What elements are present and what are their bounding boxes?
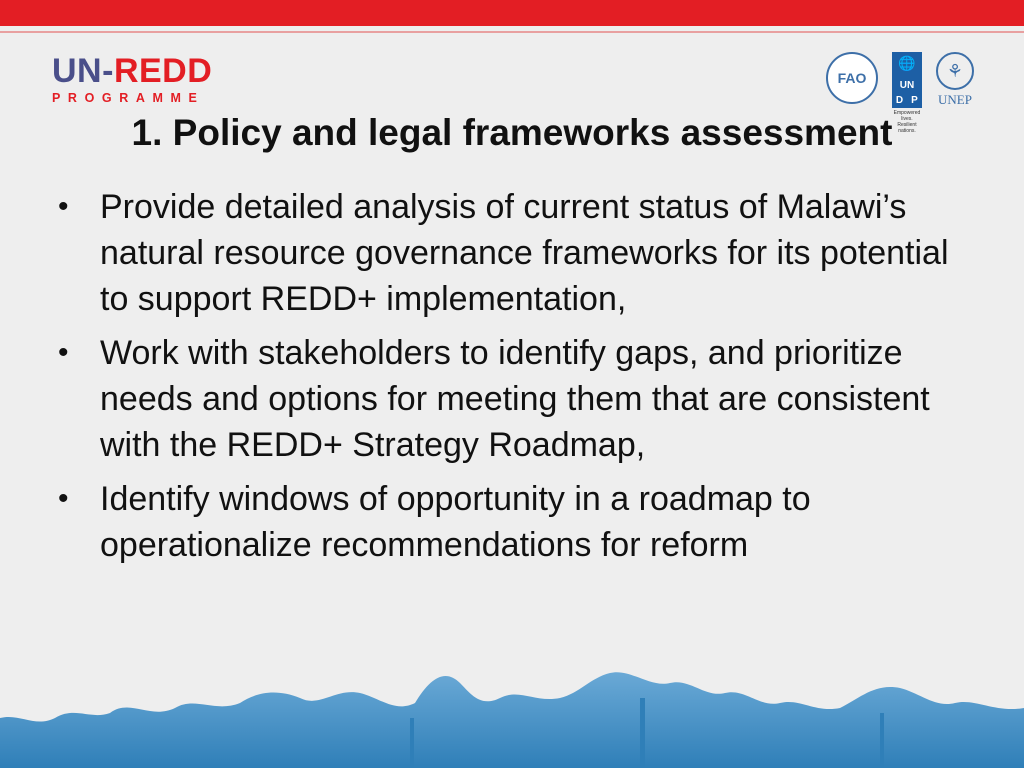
fao-logo (826, 52, 878, 104)
bullet-list (56, 184, 956, 576)
bullet-item-1: • Provide detailed analysis of current status of Malawi’s natural resource governance frameworks for its potential to support REDD+ implementation, (56, 184, 956, 322)
un-redd-logo (52, 54, 212, 105)
top-red-bar (0, 0, 1024, 26)
un-emblem-icon: 🌐 (898, 55, 916, 71)
logo-redd: REDD (113, 52, 213, 90)
top-divider-line (0, 31, 1024, 33)
unep-logo (936, 52, 974, 108)
undp-p: P (911, 95, 918, 106)
logo-wordmark (52, 54, 212, 88)
undp-tagline: Empowered lives. Resilient nations. (893, 110, 921, 134)
bullet-item-3: • Identify windows of opportunity in a roadmap to operationalize recommendations for reform (56, 476, 956, 568)
unep-label: UNEP (938, 92, 972, 107)
undp-d: D (895, 95, 904, 106)
unep-emblem-icon: ⚘ (936, 52, 974, 90)
undp-box (892, 52, 922, 108)
bullet-item-2: • Work with stakeholders to identify gaps, and prioritize needs and options for meeting them that are consistent with the REDD+ Strategy Roadmap, (56, 330, 956, 468)
fao-label: FAO (837, 70, 867, 86)
logo-programme: PROGRAMME (52, 91, 205, 105)
logo-un: UN- (52, 52, 114, 90)
slide-title: 1. Policy and legal frameworks assessment (131, 112, 893, 153)
undp-top: UN (899, 80, 915, 91)
forest-silhouette-icon (0, 658, 1024, 768)
